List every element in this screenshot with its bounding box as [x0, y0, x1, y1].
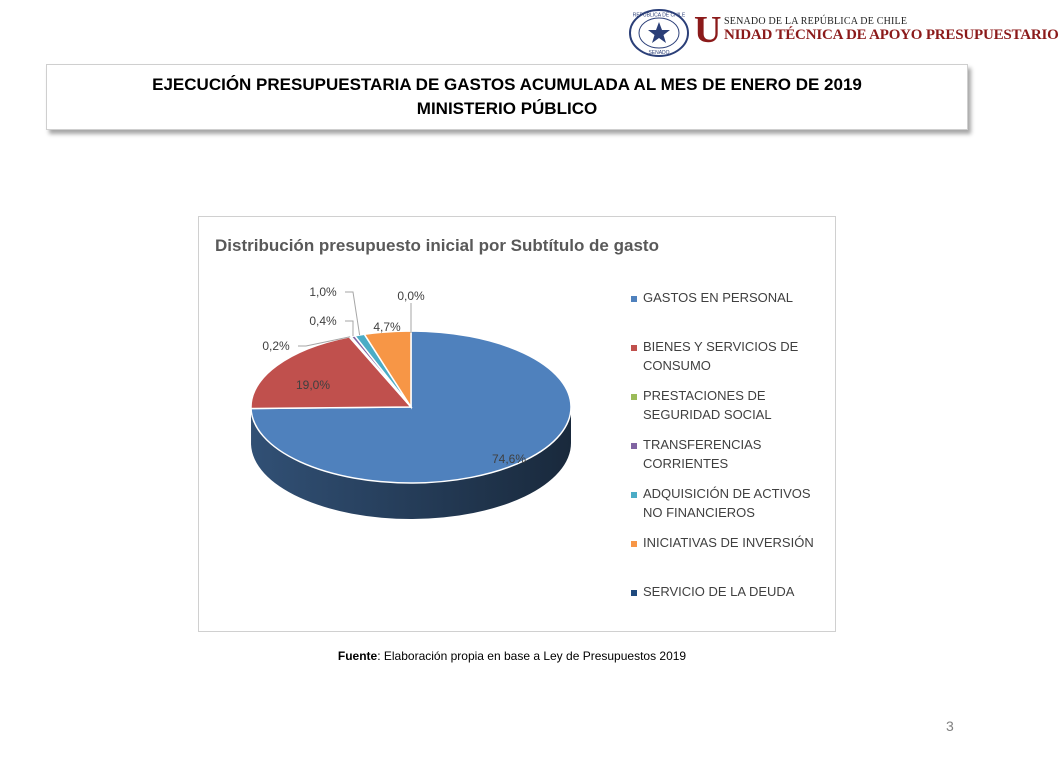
- page-subtitle: MINISTERIO PÚBLICO: [416, 99, 598, 118]
- chart-frame: [198, 216, 836, 632]
- data-label-6: 0,0%: [397, 289, 425, 303]
- seal-text-bottom: SENADO: [648, 50, 670, 56]
- legend-label-5: INICIATIVAS DE INVERSIÓN: [643, 535, 814, 550]
- chart-title: Distribución presupuesto inicial por Subtítulo de gasto: [215, 236, 659, 255]
- data-label-4: 1,0%: [309, 285, 337, 299]
- legend-swatch-4: [631, 492, 637, 498]
- leader-line-4: [345, 292, 360, 335]
- legend-swatch-2: [631, 394, 637, 400]
- brand-line1: SENADO DE LA REPÚBLICA DE CHILE: [724, 16, 908, 27]
- legend-label-3: TRANSFERENCIAS CORRIENTES: [643, 437, 762, 471]
- page-title: EJECUCIÓN PRESUPUESTARIA DE GASTOS ACUMULADA AL MES DE ENERO DE 2019: [152, 75, 862, 94]
- legend-swatch-1: [631, 345, 637, 351]
- brand-initial: U: [694, 9, 722, 51]
- data-label-1: 19,0%: [295, 378, 331, 392]
- legend-label-2: PRESTACIONES DE SEGURIDAD SOCIAL: [643, 388, 772, 422]
- legend-label-6: SERVICIO DE LA DEUDA: [643, 584, 795, 599]
- leader-line-3: [345, 321, 353, 336]
- seal-text-top: REPÚBLICA DE CHILE: [632, 12, 686, 19]
- legend-label-4: ADQUISICIÓN DE ACTIVOS NO FINANCIEROS: [643, 486, 811, 520]
- source-text: : Elaboración propia en base a Ley de Presupuestos 2019: [377, 649, 687, 663]
- source-label: Fuente: [337, 649, 378, 663]
- legend-label-0: GASTOS EN PERSONAL: [643, 290, 794, 305]
- legend-swatch-6: [631, 590, 637, 596]
- data-label-5: 4,7%: [373, 320, 401, 334]
- brand-line2: NIDAD TÉCNICA DE APOYO PRESUPUESTARIO: [724, 27, 1059, 43]
- data-label-0: 74,6%: [491, 452, 527, 466]
- page-number: 3: [946, 718, 954, 734]
- legend-label-1: BIENES Y SERVICIOS DE CONSUMO: [643, 339, 799, 373]
- legend-swatch-0: [631, 296, 637, 302]
- data-label-3: 0,4%: [309, 314, 337, 328]
- legend-swatch-5: [631, 541, 637, 547]
- pie-chart: [199, 217, 835, 631]
- legend-swatch-3: [631, 443, 637, 449]
- page-title-box: [46, 64, 968, 130]
- senado-seal-icon: [628, 8, 690, 58]
- chart-legend: [631, 290, 814, 599]
- header-logo: [628, 8, 1059, 58]
- data-label-2: 0,2%: [262, 339, 290, 353]
- source-note: [0, 649, 1024, 663]
